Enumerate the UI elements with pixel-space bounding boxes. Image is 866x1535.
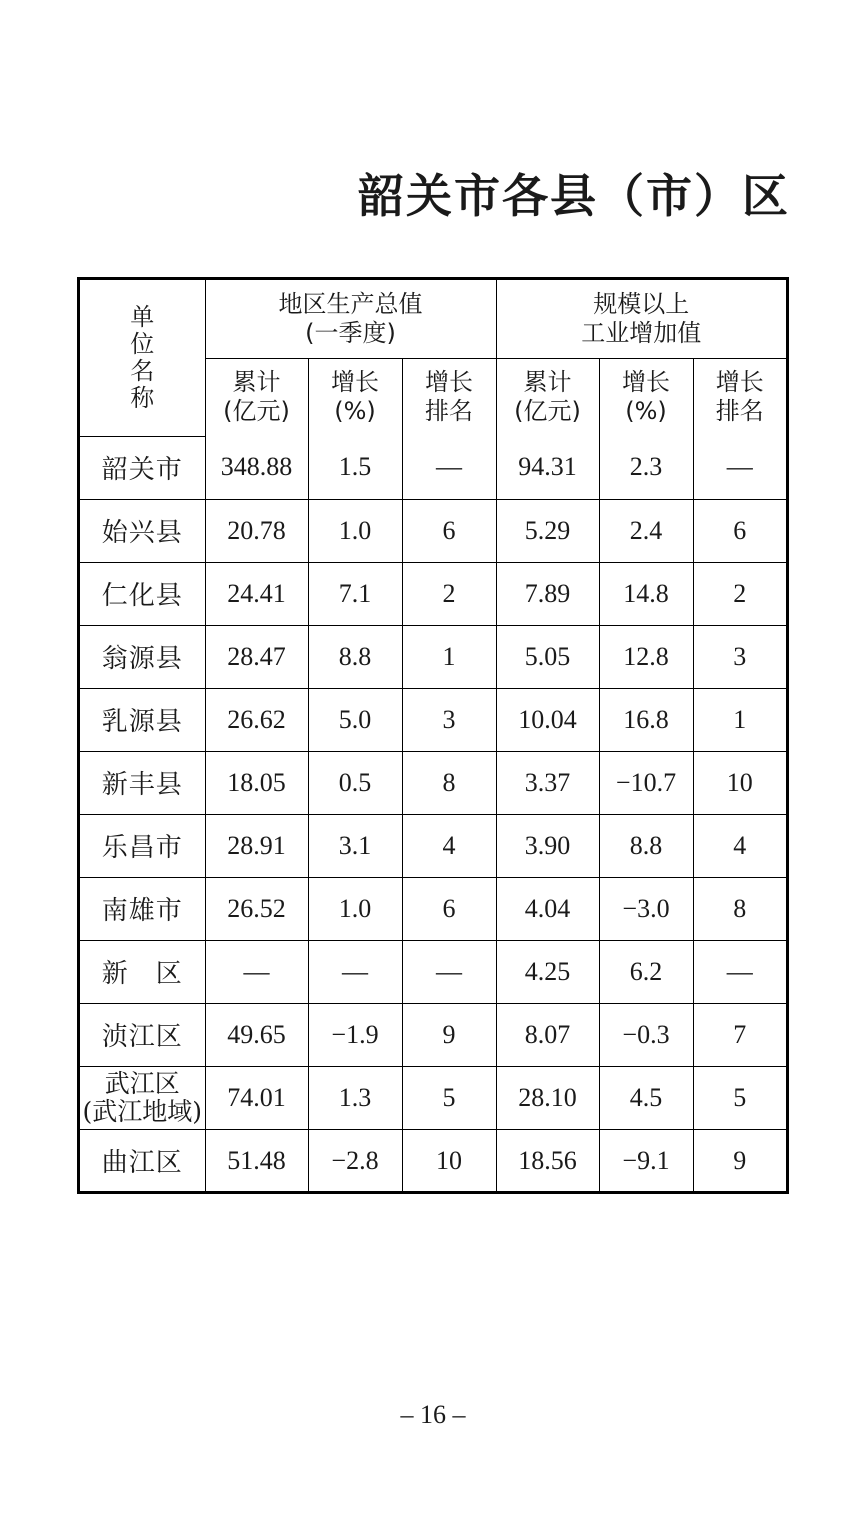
gdp-total-cell: 28.47	[205, 625, 308, 688]
gdp-rank-cell: 3	[402, 688, 496, 751]
unit-header-char: 称	[130, 383, 155, 412]
industry-growth-cell: 12.8	[599, 625, 693, 688]
table-row	[80, 814, 786, 877]
industry-growth-cell: 2.4	[599, 499, 693, 562]
gdp-growth-cell: 3.1	[308, 814, 402, 877]
unit-name: 曲江区	[101, 1148, 183, 1179]
unit-name-cell	[80, 562, 205, 625]
gdp-rank-cell: 1	[402, 625, 496, 688]
table-row	[80, 1066, 786, 1129]
industry-rank-cell: 7	[693, 1003, 786, 1066]
industry-total-cell: 5.05	[496, 625, 599, 688]
industry-group-header	[496, 280, 786, 358]
industry-rank-cell: 2	[693, 562, 786, 625]
industry-total-cell: 28.10	[496, 1066, 599, 1129]
unit-name: 韶关市	[101, 455, 183, 485]
industry-total-cell: 10.04	[496, 688, 599, 751]
gdp-total-cell: —	[205, 940, 308, 1003]
gdp-growth-cell: −2.8	[308, 1129, 402, 1192]
gdp-total-cell: 49.65	[205, 1003, 308, 1066]
gdp-total-cell: 348.88	[205, 436, 308, 499]
industry-growth-cell: −10.7	[599, 751, 693, 814]
industry-rank-cell: 8	[693, 877, 786, 940]
industry-growth-cell: −3.0	[599, 877, 693, 940]
gdp-group-header-line2: (一季度)	[305, 318, 396, 347]
industry-group-header-line2: 工业增加值	[581, 318, 702, 347]
table-row	[80, 877, 786, 940]
gdp-growth-cell: —	[308, 940, 402, 1003]
unit-header-char: 单	[130, 302, 155, 331]
unit-name-cell	[80, 688, 205, 751]
gdp-growth-cell: 5.0	[308, 688, 402, 751]
unit-name-cell	[80, 499, 205, 562]
unit-name: 南雄市	[101, 896, 183, 926]
unit-name-cell	[80, 940, 205, 1003]
industry-growth-cell: 2.3	[599, 436, 693, 499]
industry-rank-cell: —	[693, 436, 786, 499]
table-row	[80, 751, 786, 814]
industry-total-cell: 3.37	[496, 751, 599, 814]
unit-name: 浈江区	[101, 1022, 183, 1052]
industry-growth-cell: 14.8	[599, 562, 693, 625]
table-row	[80, 688, 786, 751]
industry-total-header	[496, 358, 599, 436]
industry-rank-cell: 4	[693, 814, 786, 877]
gdp-growth-cell: 1.3	[308, 1066, 402, 1129]
industry-growth-cell: 6.2	[599, 940, 693, 1003]
industry-growth-cell: 8.8	[599, 814, 693, 877]
industry-rank-cell: 10	[693, 751, 786, 814]
industry-total-cell: 7.89	[496, 562, 599, 625]
gdp-growth-cell: −1.9	[308, 1003, 402, 1066]
gdp-growth-cell: 1.5	[308, 436, 402, 499]
unit-name: 乳源县	[101, 707, 183, 737]
unit-name: 乐昌市	[101, 833, 183, 863]
unit-header-char: 位	[130, 329, 155, 358]
industry-rank-header	[693, 358, 786, 436]
industry-growth-cell: −0.3	[599, 1003, 693, 1066]
gdp-growth-cell: 0.5	[308, 751, 402, 814]
industry-total-cell: 8.07	[496, 1003, 599, 1066]
gdp-growth-cell: 1.0	[308, 499, 402, 562]
unit-name-header	[80, 280, 205, 436]
industry-total-cell: 3.90	[496, 814, 599, 877]
sub-header-line1: 累计	[523, 368, 572, 397]
sub-header-line1: 累计	[232, 368, 281, 397]
unit-header-char: 名	[130, 356, 155, 385]
unit-name: 翁源县	[101, 644, 183, 674]
table-row	[80, 562, 786, 625]
sub-header-line2: 排名	[425, 397, 473, 426]
gdp-rank-cell: 4	[402, 814, 496, 877]
unit-name: 仁化县	[101, 581, 183, 611]
sub-header-line1: 增长	[622, 368, 671, 397]
industry-rank-cell: 9	[693, 1129, 786, 1192]
industry-total-cell: 5.29	[496, 499, 599, 562]
industry-rank-cell: 3	[693, 625, 786, 688]
gdp-rank-cell: —	[402, 436, 496, 499]
gdp-total-cell: 18.05	[205, 751, 308, 814]
gdp-growth-cell: 8.8	[308, 625, 402, 688]
industry-total-cell: 4.04	[496, 877, 599, 940]
unit-name: 始兴县	[101, 518, 183, 548]
industry-total-cell: 94.31	[496, 436, 599, 499]
unit-name-cell	[80, 751, 205, 814]
industry-rank-cell: 6	[693, 499, 786, 562]
table-row	[80, 499, 786, 562]
industry-growth-cell: 4.5	[599, 1066, 693, 1129]
gdp-total-cell: 51.48	[205, 1129, 308, 1192]
unit-name: 武江区	[104, 1068, 180, 1098]
unit-name-cell	[80, 436, 205, 499]
industry-rank-cell: 5	[693, 1066, 786, 1129]
unit-name-cell	[80, 625, 205, 688]
statistics-table	[80, 280, 786, 1192]
unit-name-cell	[80, 1003, 205, 1066]
gdp-growth-cell: 7.1	[308, 562, 402, 625]
industry-rank-cell: —	[693, 940, 786, 1003]
gdp-growth-header	[308, 358, 402, 436]
gdp-rank-cell: 5	[402, 1066, 496, 1129]
industry-rank-cell: 1	[693, 688, 786, 751]
gdp-total-cell: 74.01	[205, 1066, 308, 1129]
unit-name-cell	[80, 1129, 205, 1192]
table-row	[80, 436, 786, 499]
gdp-total-cell: 28.91	[205, 814, 308, 877]
page-title: 韶关市各县（市）区	[358, 169, 790, 223]
unit-name-note: (武江地域)	[82, 1096, 202, 1126]
sub-header-line1: 增长	[331, 368, 379, 397]
page-number: – 16 –	[400, 1400, 466, 1429]
gdp-total-cell: 20.78	[205, 499, 308, 562]
sub-header-line2: (%)	[334, 397, 376, 426]
gdp-group-header-line1: 地区生产总值	[278, 289, 423, 318]
unit-name-cell	[80, 877, 205, 940]
unit-name-cell	[80, 1066, 205, 1129]
gdp-total-cell: 26.62	[205, 688, 308, 751]
industry-total-cell: 4.25	[496, 940, 599, 1003]
statistics-table-frame	[77, 277, 789, 1194]
table-row	[80, 1129, 786, 1192]
industry-group-header-line1: 规模以上	[593, 289, 690, 318]
industry-growth-cell: −9.1	[599, 1129, 693, 1192]
gdp-rank-cell: 10	[402, 1129, 496, 1192]
sub-header-line2: 排名	[715, 397, 764, 426]
industry-growth-cell: 16.8	[599, 688, 693, 751]
gdp-group-header	[205, 280, 496, 358]
sub-header-line1: 增长	[425, 368, 473, 397]
table-row	[80, 940, 786, 1003]
gdp-rank-cell: 9	[402, 1003, 496, 1066]
industry-growth-header	[599, 358, 693, 436]
industry-total-cell: 18.56	[496, 1129, 599, 1192]
unit-name-cell	[80, 814, 205, 877]
table-body	[80, 436, 786, 1192]
sub-header-line1: 增长	[715, 368, 764, 397]
gdp-growth-cell: 1.0	[308, 877, 402, 940]
gdp-rank-header	[402, 358, 496, 436]
gdp-rank-cell: 2	[402, 562, 496, 625]
gdp-total-cell: 24.41	[205, 562, 308, 625]
gdp-rank-cell: 6	[402, 877, 496, 940]
sub-header-line2: (亿元)	[514, 397, 581, 426]
unit-name: 新 区	[101, 959, 183, 989]
gdp-total-cell: 26.52	[205, 877, 308, 940]
sub-header-line2: (亿元)	[223, 397, 290, 426]
sub-header-line2: (%)	[625, 397, 667, 426]
unit-name: 新丰县	[101, 770, 183, 800]
gdp-rank-cell: 8	[402, 751, 496, 814]
gdp-rank-cell: 6	[402, 499, 496, 562]
table-row	[80, 1003, 786, 1066]
gdp-rank-cell: —	[402, 940, 496, 1003]
table-row	[80, 625, 786, 688]
gdp-total-header	[205, 358, 308, 436]
